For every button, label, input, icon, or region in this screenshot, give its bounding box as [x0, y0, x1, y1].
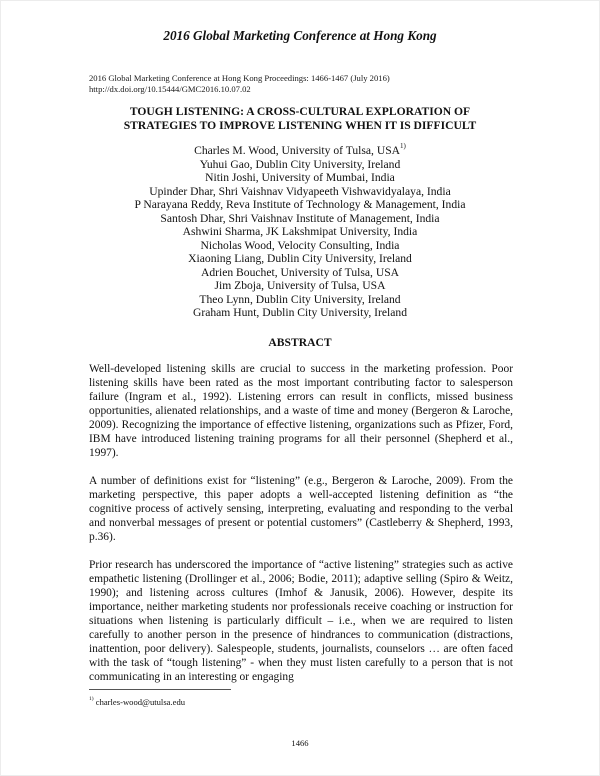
doi-link[interactable]: http://dx.doi.org/10.15444/GMC2016.10.07.02	[89, 83, 251, 94]
citation-block	[89, 73, 390, 94]
abstract-paragraph-text: Prior research has underscored the importance of “active listening” strategies such as active empathetic listening (Drollinger et al., 2006; Bodie, 2011); adaptive selling (Spiro & Weitz, 1990); and listening across cultures (Imhof & Janusik, 2006). However, despite its importance, neither marketing students nor professionals receive coaching or instruction for situations when listening is particularly difficult – i.e., when we are required to listen carefully to another person in the presence of hindrances to communication (distractions, inattention, poor delivery). Salespeople, students, journalists, counselors … are often faced with the task of “tough listening” - when they must listen carefully to a person that is not communicating in an interesting or engaging	[89, 559, 513, 683]
abstract-paragraph	[89, 558, 513, 684]
author-line: Graham Hunt, Dublin City University, Ireland	[192, 306, 407, 319]
author-line: Yuhui Gao, Dublin City University, Ireland	[199, 157, 401, 171]
author-line: Xiaoning Liang, Dublin City University, Ireland	[188, 252, 412, 265]
author-line: Theo Lynn, Dublin City University, Ireland	[199, 292, 401, 306]
proceedings-reference: 2016 Global Marketing Conference at Hong Kong Proceedings: 1466-1467 (July 2016)	[89, 73, 390, 83]
author-line: Adrien Bouchet, University of Tulsa, USA	[200, 265, 400, 279]
author-list	[1, 144, 599, 320]
abstract-paragraph: A number of definitions exist for “listening” (e.g., Bergeron & Laroche, 2009). From the marketing perspective, this paper adopts a well-accepted listening definition as “the cognitive process of actively sensing, interpreting, evaluating and responding to the verbal and nonverbal messages of present or potential customers” (Castleberry & Shepherd, 1993, p.36).	[89, 475, 513, 543]
author-line: Nitin Joshi, University of Mumbai, India	[205, 171, 395, 184]
paper-title-line: TOUGH LISTENING: A CROSS-CULTURAL EXPLORATION OF	[129, 105, 471, 118]
author-line: Nicholas Wood, Velocity Consulting, India	[200, 238, 400, 252]
footnote-marker: 1)	[400, 142, 406, 151]
abstract-paragraph: Well-developed listening skills are crucial to success in the marketing profession. Poor listening skills have been rated as the most important contributing factor to salesperson failure (Ingram et al., 1992). Listening errors can result in conflicts, missed business opportunities, alienated relationships, and a waste of time and money (Bergeron & Laroche, 2009). Recognizing the importance of effective listening, organizations such as Pfizer, Ford, IBM have introduced listening training programs for all their personnel (Shepherd et al., 1997).	[89, 363, 513, 459]
author-line	[1, 144, 599, 158]
footnote	[89, 695, 185, 707]
footnote-marker: 1)	[89, 696, 94, 702]
author-name-affiliation: Charles M. Wood, University of Tulsa, USA	[194, 144, 401, 157]
paper-title	[1, 105, 599, 133]
author-line: Santosh Dhar, Shri Vaishnav Institute of Management, India	[160, 211, 440, 225]
footnote-email: charles-wood@utulsa.edu	[95, 696, 186, 707]
author-line: P Narayana Reddy, Reva Institute of Technology & Management, India	[134, 198, 466, 211]
author-line: Upinder Dhar, Shri Vaishnav Vidyapeeth Vishwavidyalaya, India	[149, 184, 451, 198]
paper-title-line: STRATEGIES TO IMPROVE LISTENING WHEN IT IS DIFFICULT	[123, 119, 477, 132]
author-line: Jim Zboja, University of Tulsa, USA	[214, 279, 386, 292]
conference-header: 2016 Global Marketing Conference at Hong Kong	[163, 28, 437, 43]
abstract-heading: ABSTRACT	[268, 336, 332, 349]
author-line: Ashwini Sharma, JK Lakshmipat University, India	[182, 225, 418, 238]
footnote-divider	[89, 689, 231, 690]
page-number: 1466	[291, 738, 309, 748]
